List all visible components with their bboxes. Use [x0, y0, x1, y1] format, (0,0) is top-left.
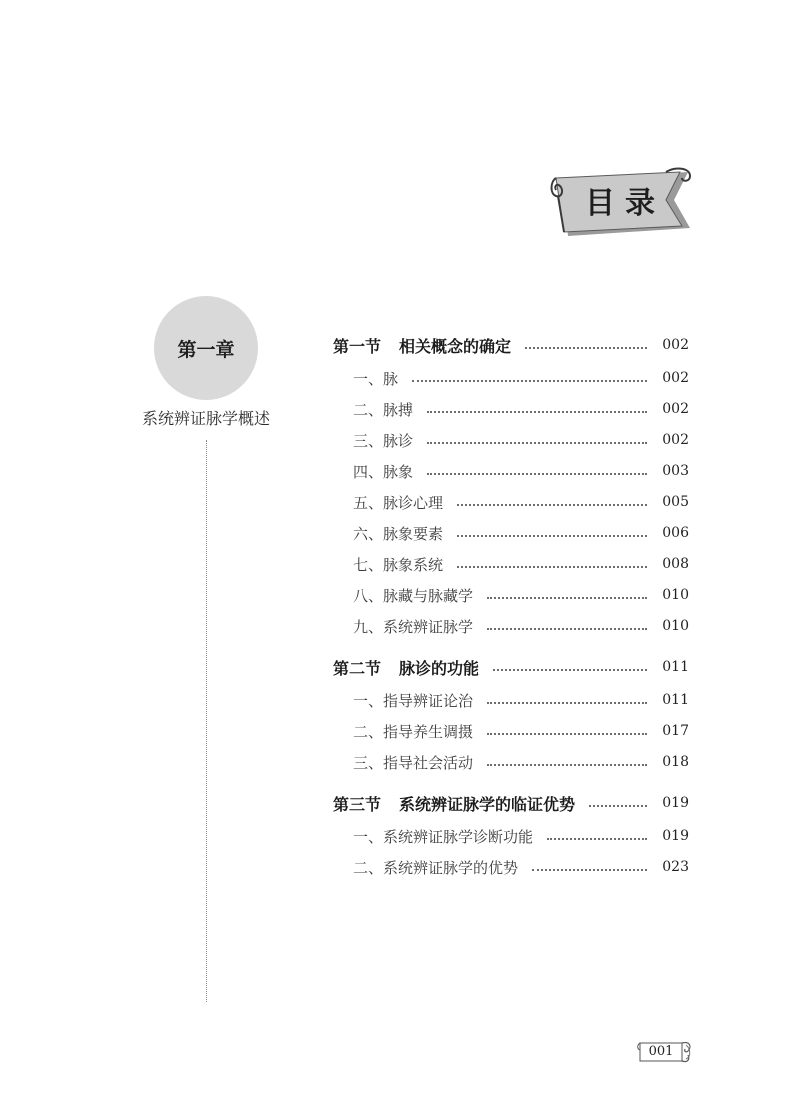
toc-item[interactable] — [333, 456, 689, 486]
chapter-badge — [154, 296, 258, 400]
toc-leader-dots — [589, 805, 647, 807]
toc-section-title: 脉诊的功能 — [399, 658, 480, 678]
toc-title: 目录 — [585, 186, 665, 221]
toc-section-title: 相关概念的确定 — [399, 336, 512, 356]
toc-leader-dots — [457, 504, 647, 506]
toc-page-number: 019 — [662, 795, 689, 811]
toc-leader-dots — [457, 535, 647, 537]
toc-page-number: 008 — [662, 556, 689, 572]
toc-item-label: 九、系统辨证脉学 — [353, 617, 474, 636]
toc-item[interactable] — [333, 487, 689, 517]
toc-item[interactable] — [333, 747, 689, 777]
page-number: 001 — [648, 1044, 674, 1059]
toc-item-label: 五、脉诊心理 — [353, 493, 444, 512]
toc-item[interactable] — [333, 685, 689, 715]
toc-page-number: 010 — [662, 618, 689, 634]
toc-leader-dots — [427, 411, 647, 413]
toc-item-label: 四、脉象 — [353, 462, 414, 481]
chapter-divider — [206, 440, 207, 1002]
toc-leader-dots — [487, 702, 647, 704]
toc-item[interactable] — [333, 611, 689, 641]
toc-section-number: 第二节 — [333, 658, 382, 678]
toc-item-label: 一、脉 — [353, 369, 399, 388]
toc-page-number: 002 — [662, 370, 689, 386]
toc-item-label: 一、指导辨证论治 — [353, 691, 474, 710]
toc-page-number: 023 — [662, 859, 689, 875]
toc-leader-dots — [493, 669, 647, 671]
toc-item[interactable] — [333, 363, 689, 393]
toc-page-number: 019 — [662, 828, 689, 844]
toc-page-number: 011 — [662, 692, 689, 708]
toc-item-label: 七、脉象系统 — [353, 555, 444, 574]
toc-page-number: 002 — [662, 337, 689, 353]
toc-section-heading — [333, 334, 511, 357]
toc-item-label: 六、脉象要素 — [353, 524, 444, 543]
toc-page-number: 002 — [662, 432, 689, 448]
toc-item-label: 二、系统辨证脉学的优势 — [353, 858, 519, 877]
toc-leader-dots — [487, 733, 647, 735]
toc-page-number: 003 — [662, 463, 689, 479]
toc-item[interactable] — [333, 394, 689, 424]
toc-leader-dots — [532, 869, 647, 871]
toc-item[interactable] — [333, 549, 689, 579]
toc-leader-dots — [547, 838, 647, 840]
toc-leader-dots — [457, 566, 647, 568]
toc-section-heading — [333, 656, 479, 679]
toc-page-number: 002 — [662, 401, 689, 417]
toc-title-banner — [548, 166, 694, 238]
toc-leader-dots — [427, 473, 647, 475]
toc-item-label: 三、指导社会活动 — [353, 753, 474, 772]
toc-item-label: 八、脉藏与脉藏学 — [353, 586, 474, 605]
chapter-title: 系统辨证脉学概述 — [141, 409, 270, 428]
toc-item[interactable] — [333, 425, 689, 455]
toc-section[interactable] — [333, 652, 689, 682]
toc-item[interactable] — [333, 580, 689, 610]
toc-section[interactable] — [333, 330, 689, 360]
toc-section-number: 第三节 — [333, 794, 382, 814]
toc-item[interactable] — [333, 821, 689, 851]
chapter-label: 第一章 — [177, 338, 235, 361]
toc-section-title: 系统辨证脉学的临证优势 — [399, 794, 576, 814]
toc-page-number: 006 — [662, 525, 689, 541]
toc-leader-dots — [487, 764, 647, 766]
toc-page-number: 017 — [662, 723, 689, 739]
toc-page-number: 018 — [662, 754, 689, 770]
toc-item-label: 三、脉诊 — [353, 431, 414, 450]
toc-section-number: 第一节 — [333, 336, 382, 356]
toc-leader-dots — [525, 347, 647, 349]
toc-item-label: 二、脉搏 — [353, 400, 414, 419]
toc-leader-dots — [412, 380, 647, 382]
toc-item[interactable] — [333, 518, 689, 548]
toc-page-number: 010 — [662, 587, 689, 603]
toc-leader-dots — [487, 628, 647, 630]
toc-section-heading — [333, 792, 575, 815]
toc-page-number: 011 — [662, 659, 689, 675]
toc-item-label: 一、系统辨证脉学诊断功能 — [353, 827, 534, 846]
toc-item[interactable] — [333, 852, 689, 882]
toc-item[interactable] — [333, 716, 689, 746]
toc-section[interactable] — [333, 788, 689, 818]
toc-item-label: 二、指导养生调摄 — [353, 722, 474, 741]
toc-leader-dots — [427, 442, 647, 444]
page-number-badge — [636, 1037, 694, 1067]
toc-leader-dots — [487, 597, 647, 599]
toc-page-number: 005 — [662, 494, 689, 510]
